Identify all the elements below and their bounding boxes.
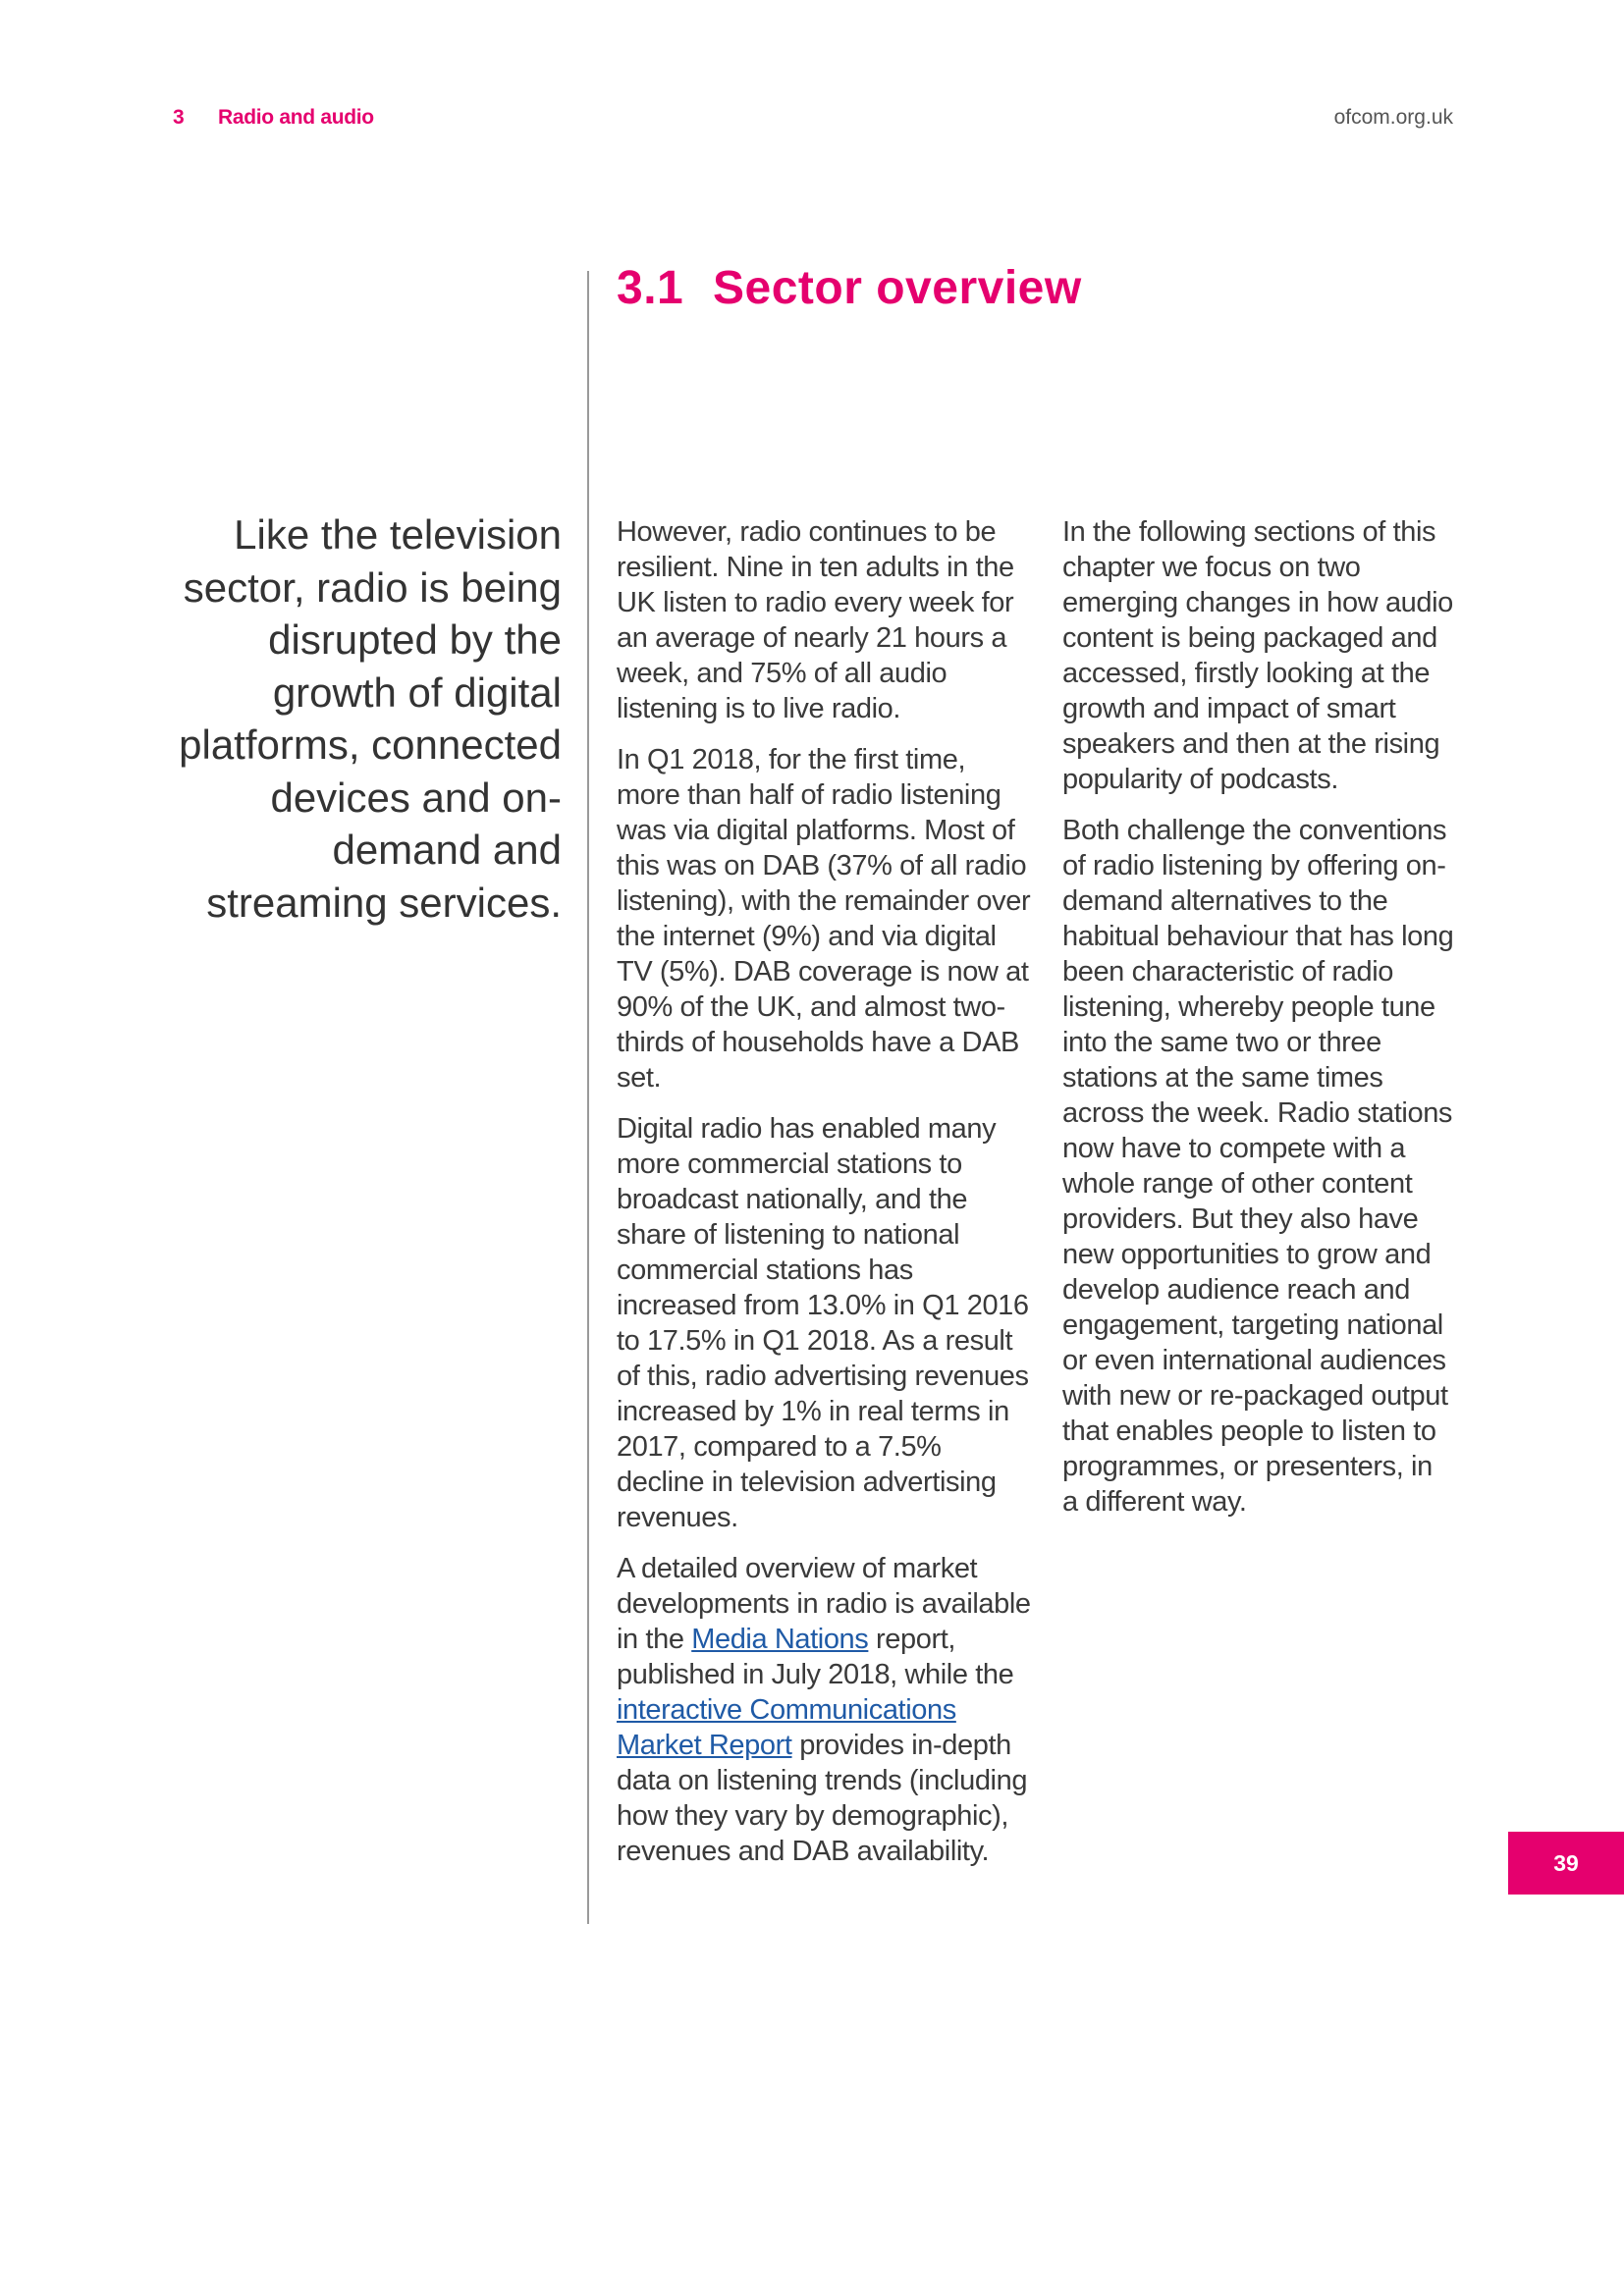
paragraph: In Q1 2018, for the first time, more than half of radio listening was via digital platforms. Most of this was on DAB (37% of all radio listening), with the remainder over the internet (9%) and via digital TV (5%). DAB coverage is now at 90% of the UK, and almost two-thirds of households have a DAB set. <box>617 744 1031 1094</box>
text-run: report, published in July 2018, while the <box>617 1624 1014 1690</box>
page-number-tab <box>1508 1832 1624 1895</box>
section-number: 3.1 <box>617 262 684 314</box>
running-header-chapter <box>173 106 374 130</box>
pull-quote: Like the television sector, radio is being disrupted by the growth of digital platforms, connected devices and on-demand and streaming services. <box>179 511 562 926</box>
text-run: A detailed overview of market developments in radio is available in the <box>617 1553 1031 1655</box>
chapter-title: Radio and audio <box>218 106 374 129</box>
section-heading <box>617 261 1082 315</box>
section-title: Sector overview <box>713 262 1082 314</box>
paragraph: Digital radio has enabled many more commercial stations to broadcast nationally, and the share of listening to national commercial stations has increased from 13.0% in Q1 2016 to 17.5% in Q1 2018. As a result of this, radio advertising revenues increased by 1% in real terms in 2017, compared to a 7.5% decline in television advertising revenues. <box>617 1113 1029 1533</box>
paragraph-with-links <box>617 1551 1033 1869</box>
site-url: ofcom.org.uk <box>1333 106 1453 129</box>
paragraph: Both challenge the conventions of radio listening by offering on-demand alternatives to the habitual behaviour that has long been characteristic of radio listening, whereby people tune into the same two or three stations at the same times across the week. Radio stations now have to compete with a whole range of other content providers. But they also have new opportunities to grow and develop audience reach and engagement, targeting national or even international audiences with new or re-packaged output that enables people to listen to programmes, or presenters, in a different way. <box>1062 815 1454 1518</box>
communications-market-report-link[interactable]: interactive Communications Market Report <box>617 1694 956 1761</box>
body-column-2 <box>1062 514 1455 1535</box>
media-nations-link[interactable]: Media Nations <box>691 1624 869 1655</box>
paragraph: In the following sections of this chapter we focus on two emerging changes in how audio content is being packaged and accessed, firstly looking at the growth and impact of smart speakers and then at the rising popularity of podcasts. <box>1062 516 1453 795</box>
text-run: provides in-depth data on listening trends (including how they vary by demographic), revenues and DAB availability. <box>617 1730 1028 1867</box>
column-divider <box>587 271 589 1924</box>
page-number: 39 <box>1553 1849 1579 1876</box>
chapter-number: 3 <box>173 106 185 129</box>
paragraph: However, radio continues to be resilient. Nine in ten adults in the UK listen to radio every week for an average of nearly 21 hours a week, and 75% of all audio listening is to live radio. <box>617 516 1014 724</box>
body-column-1 <box>617 514 1033 1885</box>
